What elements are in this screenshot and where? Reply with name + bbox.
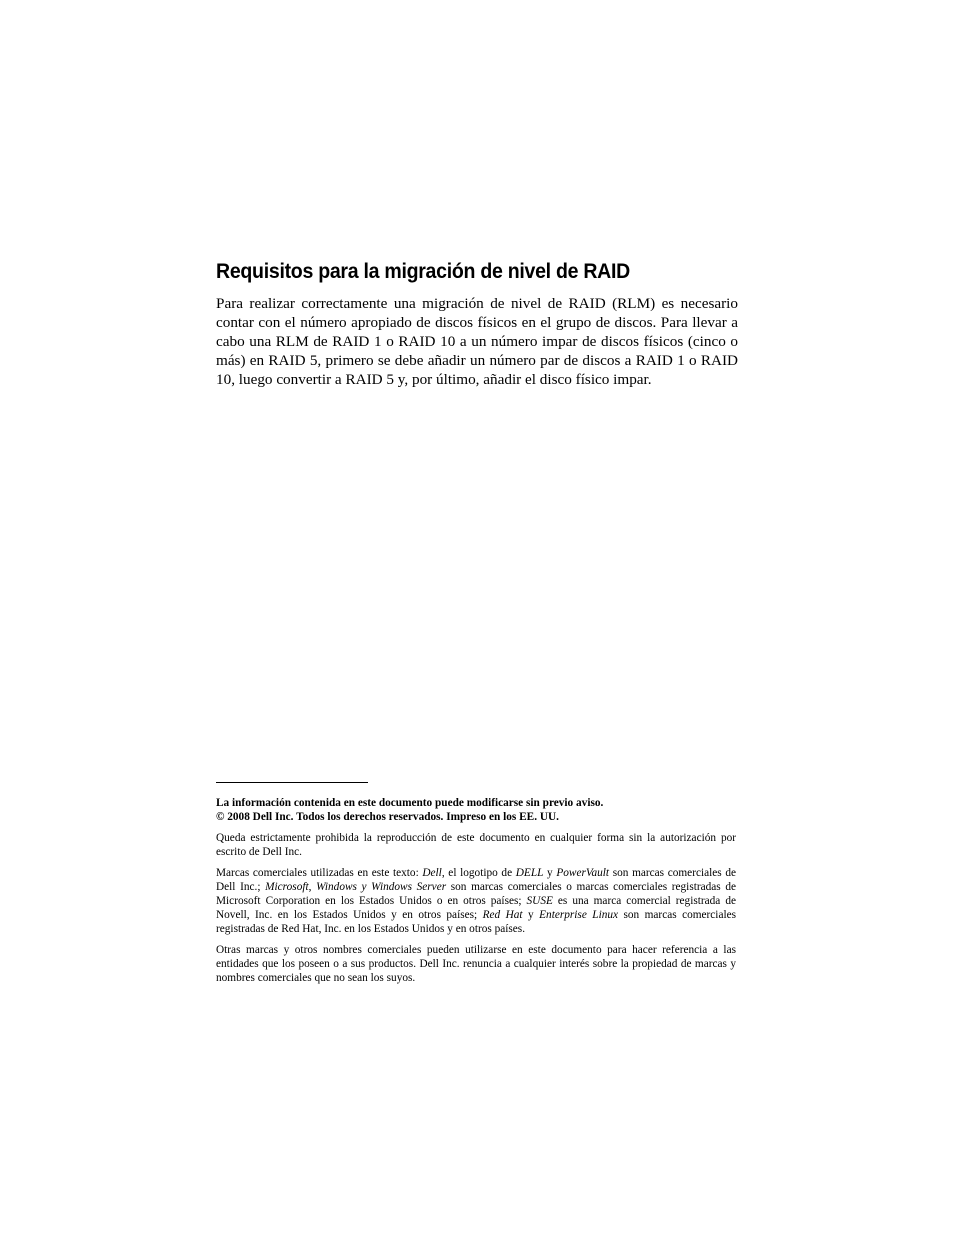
trademark-text: y [543, 867, 557, 879]
trademark-enterprise-linux: Enterprise Linux [539, 909, 619, 921]
trademark-windows: Windows y Windows Server [316, 881, 447, 893]
trademark-text: son marcas comerciales de Dell Inc.; [216, 867, 736, 893]
trademark-text: es una marca comercial registrada de Novell, Inc. en los Estados Unidos y en otros países; [216, 895, 736, 921]
trademark-text: , [308, 881, 317, 893]
reproduction-prohibition: Queda estrictamente prohibida la reproducción de este documento en cualquier forma sin la autorización por escrito de Dell Inc. [216, 832, 736, 858]
raid-migration-section [216, 258, 738, 389]
trademarks-paragraph [216, 866, 736, 936]
trademark-suse: SUSE [526, 895, 553, 907]
trademark-redhat: Red Hat [482, 909, 523, 921]
trademark-powervault: PowerVault [556, 867, 610, 879]
notice-block [216, 796, 736, 824]
trademark-text: Marcas comerciales utilizadas en este texto: [216, 867, 423, 879]
other-trademarks-paragraph: Otras marcas y otros nombres comerciales pueden utilizarse en este documento para hacer referencia a las entidades que los poseen o a sus productos. Dell Inc. renuncia a cualquier interés sobre la propiedad de marcas y nombres comerciales que no sean los suyos. [216, 944, 736, 984]
trademark-text: y [522, 909, 540, 921]
trademark-text: son marcas comerciales o marcas comerciales registradas de Microsoft Corporation en los Estados Unidos o en otros países; [216, 881, 736, 907]
copyright-notice: © 2008 Dell Inc. Todos los derechos reservados. Impreso en los EE. UU. [216, 811, 559, 823]
trademark-microsoft: Microsoft [265, 881, 309, 893]
trademark-text: son marcas comerciales registradas de Red Hat, Inc. en los Estados Unidos y en otros países. [216, 909, 737, 935]
footer-divider [216, 782, 368, 783]
trademark-dell-logo: DELL [515, 867, 544, 879]
copyright-footer [216, 782, 736, 992]
trademark-text: , el logotipo de [441, 867, 516, 879]
section-body-text: Para realizar correctamente una migración de nivel de RAID (RLM) es necesario contar con el número apropiado de discos físicos en el grupo de discos. Para llevar a cabo una RLM de RAID 1 o RAID 10 a un número impar de discos físicos (cinco o más) en RAID 5, primero se debe añadir un número par de discos a RAID 1 o RAID 10, luego convertir a RAID 5 y, por último, añadir el disco físico impar. [216, 295, 738, 388]
trademark-dell: Dell [422, 867, 442, 879]
section-heading: Requisitos para la migración de nivel de RAID [216, 260, 630, 283]
change-notice: La información contenida en este documento puede modificarse sin previo aviso. [216, 797, 604, 809]
